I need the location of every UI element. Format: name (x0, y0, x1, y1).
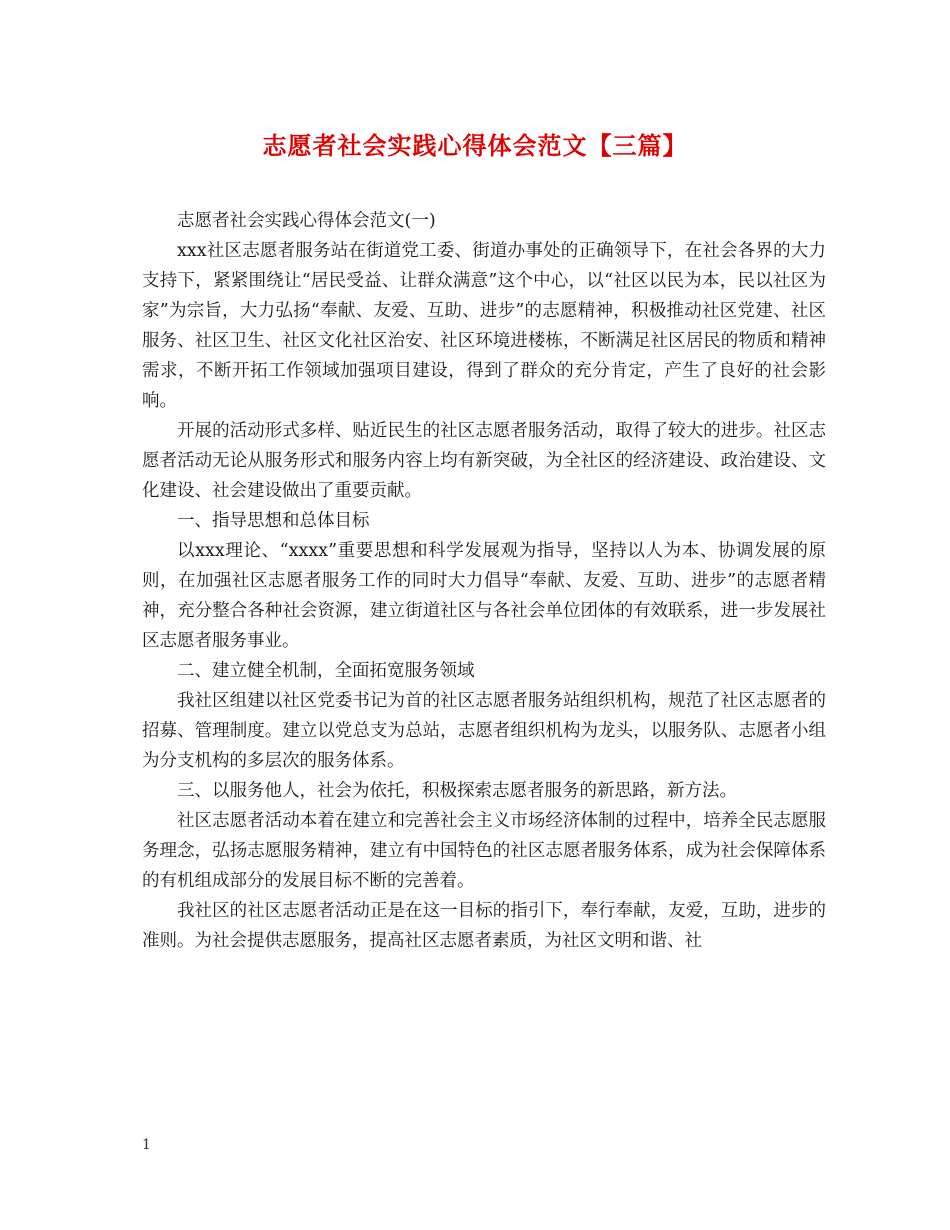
page-number: 1 (142, 1137, 151, 1153)
paragraph: 我社区组建以社区党委书记为首的社区志愿者服务站组织机构，规范了社区志愿者的招募、管理制度。建立以党总支为总站，志愿者组织机构为龙头，以服务队、志愿者小组为分支机构的多层次的服务体系。 (142, 691, 826, 771)
paragraph: 开展的活动形式多样、贴近民生的社区志愿者服务活动，取得了较大的进步。社区志愿者活动无论从服务形式和服务内容上均有新突破，为全社区的经济建设、政治建设、文化建设、社会建设做出了重要贡献。 (142, 421, 826, 501)
paragraph: 社区志愿者活动本着在建立和完善社会主义市场经济体制的过程中，培养全民志愿服务理念，弘扬志愿服务精神，建立有中国特色的社区志愿者服务体系，成为社会保障体系的有机组成部分的发展目标不断的完善着。 (142, 811, 826, 891)
paragraph: 以xxx理论、“xxxx”重要思想和科学发展观为指导，坚持以人为本、协调发展的原则，在加强社区志愿者服务工作的同时大力倡导“奉献、友爱、互助、进步”的志愿者精神，充分整合各种社会资源，建立街道社区与各社会单位团体的有效联系，进一步发展社区志愿者服务事业。 (142, 541, 826, 651)
paragraph: 我社区的社区志愿者活动正是在这一目标的指引下，奉行奉献，友爱，互助，进步的准则。为社会提供志愿服务，提高社区志愿者素质，为社区文明和谐、社 (142, 901, 826, 951)
paragraph-subtitle: 志愿者社会实践心得体会范文(一) (177, 211, 436, 231)
section-heading: 三、以服务他人，社会为依托，积极探索志愿者服务的新思路，新方法。 (177, 781, 737, 801)
paragraph: xxx社区志愿者服务站在街道党工委、街道办事处的正确领导下，在社会各界的大力支持下，紧紧围绕让“居民受益、让群众满意”这个中心，以“社区以民为本，民以社区为家”为宗旨，大力弘扬“奉献、友爱、互助、进步”的志愿精神，积极推动社区党建、社区服务、社区卫生、社区文化社区治安、社区环境进楼栋，不断满足社区居民的物质和精神需求，不断开拓工作领域加强项目建设，得到了群众的充分肯定，产生了良好的社会影响。 (142, 241, 826, 411)
section-heading: 一、指导思想和总体目标 (177, 511, 370, 531)
section-heading: 二、建立健全机制，全面拓宽服务领域 (177, 661, 475, 681)
document-title: 志愿者社会实践心得体会范文【三篇】 (262, 131, 688, 160)
document-body (142, 206, 826, 956)
